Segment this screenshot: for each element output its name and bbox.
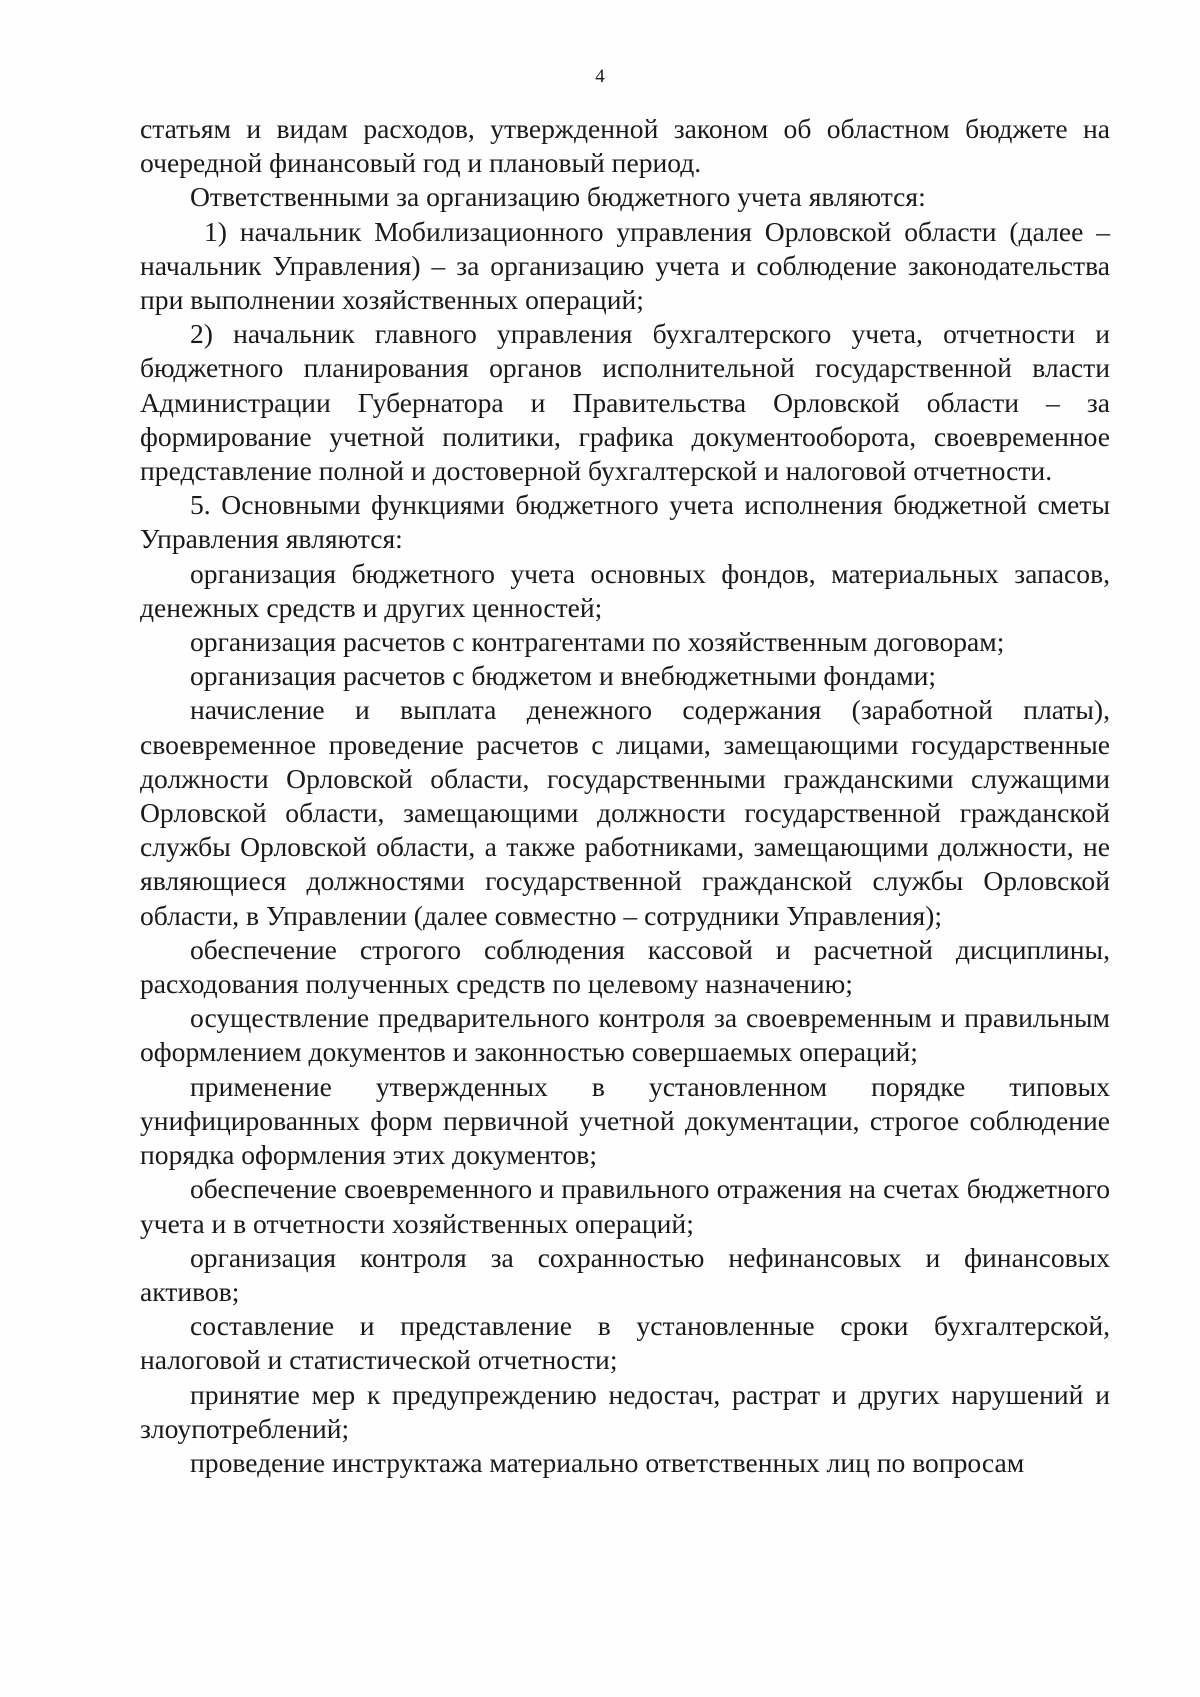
paragraph-function-item: организация контроля за сохранностью нефинансовых и финансовых активов;: [140, 1241, 1110, 1307]
paragraph-function-item: проведение инструктажа материально ответственных лиц по вопросам: [190, 1446, 1025, 1478]
paragraph-function-item: принятие мер к предупреждению недостач, растрат и других нарушений и злоупотреблений;: [140, 1378, 1110, 1444]
paragraph-function-item: осуществление предварительного контроля за своевременным и правильным оформлением документов и законностью совершаемых операций;: [140, 1002, 1110, 1068]
document-body: [140, 112, 1110, 1480]
page-number: 4: [595, 66, 605, 87]
paragraph-responsible-2: 2) начальник главного управления бухгалтерского учета, отчетности и бюджетного планирования органов исполнительной государственной власти Администрации Губернатора и Правительства Орловской области – за формирование учетной политики, графика документооборота, своевременное представление полной и достоверной бухгалтерской и налоговой отчетности.: [140, 318, 1110, 487]
paragraph-responsible-1: 1) начальник Мобилизационного управления Орловской области (далее – начальник Управления) – за организацию учета и соблюдение законодательства при выполнении хозяйственных операций;: [140, 215, 1110, 316]
paragraph-function-item: организация расчетов с контрагентами по хозяйственным договорам;: [190, 626, 1005, 658]
paragraph-function-item: обеспечение своевременного и правильного отражения на счетах бюджетного учета и в отчетности хозяйственных операций;: [140, 1173, 1110, 1239]
paragraph-function-item: организация бюджетного учета основных фондов, материальных запасов, денежных средств и других ценностей;: [140, 557, 1110, 623]
paragraph-responsible-intro: Ответственными за организацию бюджетного учета являются:: [190, 181, 926, 213]
paragraph-section-5: 5. Основными функциями бюджетного учета исполнения бюджетной сметы Управления являются:: [140, 489, 1110, 555]
paragraph-function-item: составление и представление в установленные сроки бухгалтерской, налоговой и статистической отчетности;: [140, 1310, 1110, 1376]
paragraph-continuation: статьям и видам расходов, утвержденной законом об областном бюджете на очередной финансовый год и плановый период.: [140, 113, 1110, 179]
paragraph-function-item: применение утвержденных в установленном порядке типовых унифицированных форм первичной учетной документации, строгое соблюдение порядка оформления этих документов;: [140, 1070, 1110, 1171]
paragraph-function-item: начисление и выплата денежного содержания (заработной платы), своевременное проведение расчетов с лицами, замещающими государственные должности Орловской области, государственными гражданскими служащими Орловской области, замещающими должности государственной гражданской службы Орловской области, а также работниками, замещающими должности, не являющиеся должностями государственной гражданской службы Орловской области, в Управлении (далее совместно – сотрудники Управления);: [140, 694, 1110, 931]
paragraph-function-item: обеспечение строгого соблюдения кассовой и расчетной дисциплины, расходования полученных средств по целевому назначению;: [140, 933, 1110, 1000]
paragraph-function-item: организация расчетов с бюджетом и внебюджетными фондами;: [190, 660, 937, 692]
